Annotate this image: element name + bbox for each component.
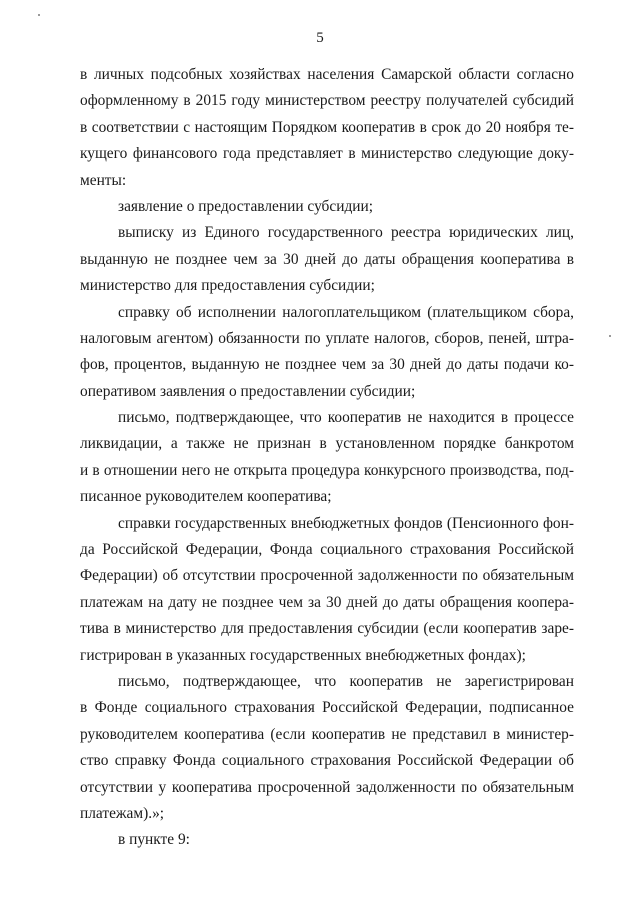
- text-line: фов, процентов, выданную не позднее чем за 30 дней до даты подачи ко-: [80, 356, 574, 374]
- text-line: оформленному в 2015 году министерством реестру получателей субсидий: [80, 92, 574, 110]
- text-line: налоговым агентом) обязанности по уплате налогов, сборов, пеней, штра-: [80, 329, 574, 347]
- document-body: [80, 62, 574, 854]
- text-line: платежам на дату не позднее чем за 30 дней до даты обращения коопера-: [80, 593, 574, 611]
- text-line: справки государственных внебюджетных фондов (Пенсионного фон-: [118, 514, 574, 532]
- text-line: гистрирован в указанных государственных внебюджетных фондах);: [80, 646, 526, 664]
- text-line: выписку из Единого государственного реестра юридических лиц,: [118, 224, 574, 242]
- text-line: в соответствии с настоящим Порядком кооператив в срок до 20 ноября те-: [80, 118, 574, 136]
- text-line: письмо, подтверждающее, что кооператив не зарегистрирован: [118, 672, 574, 690]
- text-line: писанное руководителем кооператива;: [80, 488, 332, 506]
- text-line: письмо, подтверждающее, что кооператив не находится в процессе: [118, 409, 574, 427]
- text-line: в Фонде социального страхования Российской Федерации, подписанное: [80, 699, 574, 717]
- text-line: справку об исполнении налогоплательщиком (плательщиком сбора,: [118, 303, 574, 321]
- scan-mark: [38, 14, 40, 16]
- scan-mark: [609, 335, 611, 337]
- text-line: министерство для предоставления субсидии;: [80, 277, 375, 295]
- text-line: ликвидации, а также не признан в установленном порядке банкротом: [80, 435, 574, 453]
- text-line: кущего финансового года представляет в министерство следующие доку-: [80, 145, 574, 163]
- text-line: в пункте 9:: [118, 831, 190, 849]
- text-line: да Российской Федерации, Фонда социального страхования Российской: [80, 541, 574, 559]
- text-line: руководителем кооператива (если кооператив не представил в министер-: [80, 725, 574, 743]
- text-line: менты:: [80, 171, 127, 189]
- text-line: заявление о предоставлении субсидии;: [118, 197, 374, 215]
- text-line: выданную не позднее чем за 30 дней до даты обращения кооператива в: [80, 250, 574, 268]
- text-line: оперативом заявления о предоставлении субсидии;: [80, 382, 416, 400]
- text-line: Федерации) об отсутствии просроченной задолженности по обязательным: [80, 567, 574, 585]
- text-line: тива в министерство для предоставления субсидии (если кооператив заре-: [80, 620, 574, 638]
- text-line: ство справку Фонда социального страхования Российской Федерации об: [80, 752, 574, 770]
- text-line: платежам).»;: [80, 804, 165, 822]
- text-line: в личных подсобных хозяйствах населения Самарской области согласно: [80, 66, 574, 83]
- text-line: и в отношении него не открыта процедура конкурсного производства, под-: [80, 461, 574, 479]
- page-number: 5: [316, 30, 324, 46]
- text-line: отсутствии у кооператива просроченной задолженности по обязательным: [80, 778, 574, 796]
